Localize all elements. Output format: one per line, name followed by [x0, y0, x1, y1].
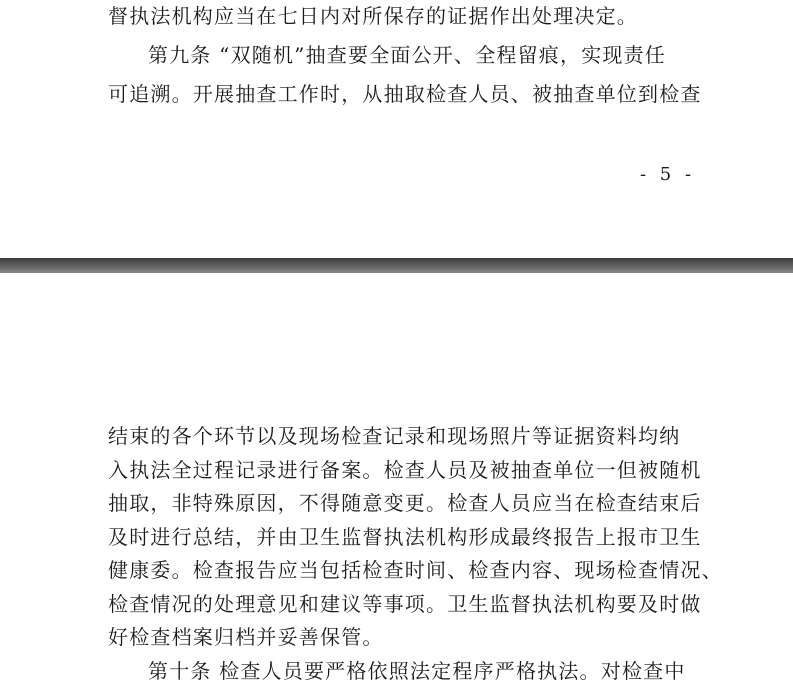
- text-line: 抽取，非特殊原因，不得随意变更。检查人员应当在检查结束后: [108, 491, 702, 515]
- document-page-top: [0, 0, 793, 258]
- page-number: - 5 -: [640, 164, 696, 185]
- text-line: 及时进行总结，并由卫生监督执法机构形成最终报告上报市卫生: [108, 525, 702, 549]
- text-line: 健康委。检查报告应当包括检查时间、检查内容、现场检查情况、: [108, 558, 723, 582]
- text-line: 督执法机构应当在七日内对所保存的证据作出处理决定。: [108, 4, 638, 28]
- article-nine-heading-line: 第九条 “双随机”抽查要全面公开、全程留痕，实现责任: [148, 43, 667, 67]
- text-line: 好检查档案归档并妥善保管。: [108, 625, 384, 649]
- page-separator: [0, 258, 793, 273]
- text-line: 入执法全过程记录进行备案。检查人员及被抽查单位一但被随机: [108, 458, 702, 482]
- text-line: 检查情况的处理意见和建议等事项。卫生监督执法机构要及时做: [108, 592, 702, 616]
- article-ten-heading-line: 第十条 检查人员要严格依照法定程序严格执法。对检查中: [148, 659, 686, 683]
- document-page-bottom: [0, 273, 793, 699]
- text-line: 可追溯。开展抽查工作时，从抽取检查人员、被抽查单位到检查: [108, 82, 702, 106]
- text-line: 结束的各个环节以及现场检查记录和现场照片等证据资料均纳: [108, 424, 681, 448]
